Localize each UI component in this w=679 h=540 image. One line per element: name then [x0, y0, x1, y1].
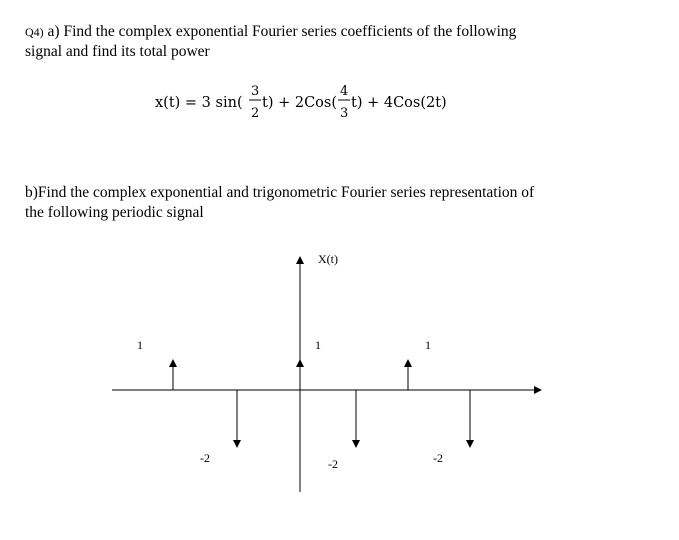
impulse-3-label: 1	[315, 338, 321, 352]
question-number: Q4)	[25, 25, 44, 39]
equation-middle: t) + 2Cos(	[262, 95, 337, 111]
equation-tail: t) + 4Cos(2t)	[351, 95, 447, 111]
fraction-2-denominator: 3	[340, 106, 349, 121]
part-b-line-1: b)Find the complex exponential and trigonometric Fourier series representation of	[25, 184, 535, 201]
impulse-1-label: 1	[137, 338, 143, 352]
fraction-1-numerator: 3	[251, 84, 260, 99]
part-a-line-2: signal and find its total power	[25, 43, 210, 60]
part-b-line-2: the following periodic signal	[25, 204, 204, 221]
impulse-6-label: -2	[433, 451, 443, 465]
impulse-4-label: -2	[328, 457, 338, 471]
amplitude-axis-label: X(t)	[318, 252, 338, 266]
fraction-1-denominator: 2	[251, 106, 260, 121]
impulse-5-label: 1	[425, 338, 431, 352]
equation-lhs: x(t) = 3 sin(	[155, 95, 243, 111]
part-a-text-1: a) Find the complex exponential Fourier series coefficients of the following	[43, 23, 517, 40]
fraction-2-numerator: 4	[340, 84, 349, 99]
impulse-2-label: -2	[200, 451, 210, 465]
